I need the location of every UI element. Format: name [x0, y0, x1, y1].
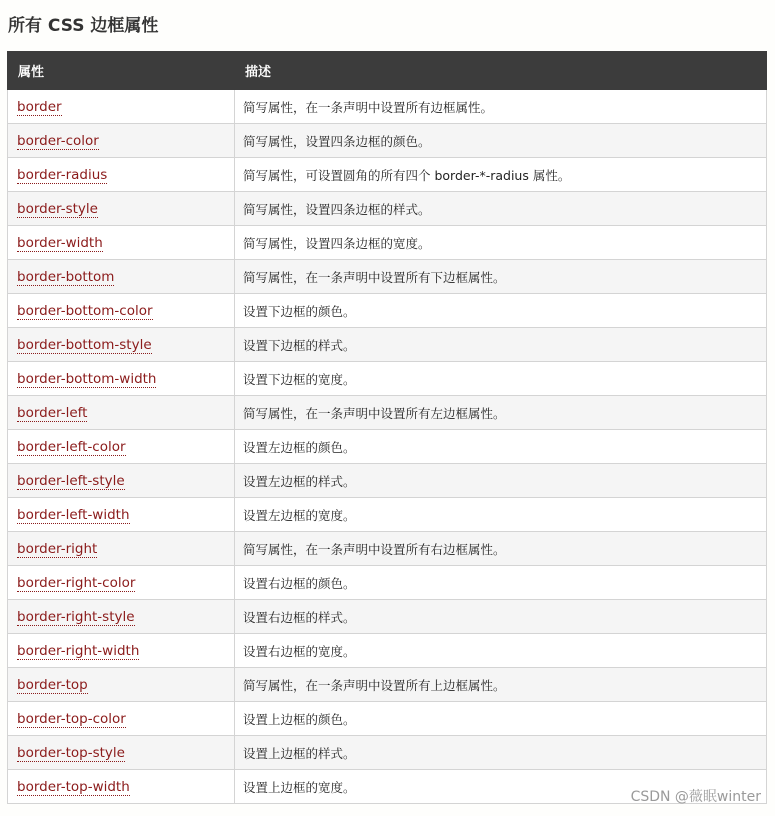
table-row — [8, 362, 767, 396]
property-link[interactable]: border-left-color — [17, 438, 126, 455]
table-row — [8, 124, 767, 158]
property-cell — [8, 600, 235, 634]
property-link[interactable]: border-top — [17, 676, 88, 693]
property-link[interactable]: border-right-style — [17, 608, 135, 625]
property-cell — [8, 192, 235, 226]
table-row — [8, 158, 767, 192]
property-link[interactable]: border-top-style — [17, 744, 125, 761]
description-cell: 设置左边框的宽度。 — [235, 498, 767, 532]
property-cell — [8, 702, 235, 736]
description-cell: 简写属性，在一条声明中设置所有边框属性。 — [235, 90, 767, 124]
property-link[interactable]: border — [17, 98, 62, 115]
table-row — [8, 260, 767, 294]
property-link[interactable]: border-bottom-color — [17, 302, 153, 319]
property-link[interactable]: border-left-width — [17, 506, 130, 523]
description-cell: 设置下边框的样式。 — [235, 328, 767, 362]
property-link[interactable]: border-bottom — [17, 268, 115, 285]
table-row — [8, 668, 767, 702]
table-row — [8, 464, 767, 498]
description-cell: 设置下边框的宽度。 — [235, 362, 767, 396]
property-cell — [8, 498, 235, 532]
description-cell: 简写属性，设置四条边框的颜色。 — [235, 124, 767, 158]
property-link[interactable]: border-radius — [17, 166, 108, 183]
property-cell — [8, 736, 235, 770]
property-link[interactable]: border-color — [17, 132, 99, 149]
description-cell: 设置上边框的样式。 — [235, 736, 767, 770]
property-cell — [8, 294, 235, 328]
page-heading: 所有 CSS 边框属性 — [8, 16, 159, 36]
property-link[interactable]: border-right-width — [17, 642, 140, 659]
property-link[interactable]: border-top-width — [17, 778, 130, 795]
table-row — [8, 702, 767, 736]
css-border-properties-table — [7, 51, 767, 804]
property-cell — [8, 226, 235, 260]
property-link[interactable]: border-width — [17, 234, 103, 251]
description-cell: 设置上边框的颜色。 — [235, 702, 767, 736]
table-row — [8, 396, 767, 430]
table-row — [8, 532, 767, 566]
property-cell — [8, 566, 235, 600]
description-cell: 简写属性，设置四条边框的样式。 — [235, 192, 767, 226]
property-cell — [8, 770, 235, 804]
property-link[interactable]: border-style — [17, 200, 98, 217]
description-cell: 简写属性，在一条声明中设置所有下边框属性。 — [235, 260, 767, 294]
property-cell — [8, 668, 235, 702]
property-cell — [8, 362, 235, 396]
description-cell: 设置左边框的颜色。 — [235, 430, 767, 464]
property-cell — [8, 464, 235, 498]
description-cell: 设置右边框的样式。 — [235, 600, 767, 634]
table-row — [8, 566, 767, 600]
table-row — [8, 736, 767, 770]
description-cell: 简写属性，在一条声明中设置所有左边框属性。 — [235, 396, 767, 430]
table-row — [8, 600, 767, 634]
description-cell: 简写属性，可设置圆角的所有四个 border-*-radius 属性。 — [235, 158, 767, 192]
property-cell — [8, 328, 235, 362]
table-row — [8, 226, 767, 260]
property-cell — [8, 396, 235, 430]
description-cell: 简写属性，在一条声明中设置所有右边框属性。 — [235, 532, 767, 566]
table-row — [8, 634, 767, 668]
table-row — [8, 430, 767, 464]
table-row — [8, 294, 767, 328]
property-cell — [8, 90, 235, 124]
table-header-row — [8, 52, 767, 90]
watermark: CSDN @薇眠winter — [630, 789, 761, 805]
column-header-property: 属性 — [8, 52, 235, 90]
description-cell: 设置左边框的样式。 — [235, 464, 767, 498]
property-cell — [8, 124, 235, 158]
description-cell: 设置上边框的宽度。 — [235, 770, 767, 804]
property-link[interactable]: border-left-style — [17, 472, 125, 489]
property-cell — [8, 158, 235, 192]
property-link[interactable]: border-right — [17, 540, 98, 557]
table-row — [8, 328, 767, 362]
table-body — [8, 90, 767, 804]
property-cell — [8, 532, 235, 566]
property-cell — [8, 634, 235, 668]
description-cell: 设置右边框的颜色。 — [235, 566, 767, 600]
property-link[interactable]: border-bottom-style — [17, 336, 152, 353]
property-cell — [8, 260, 235, 294]
description-cell: 简写属性，在一条声明中设置所有上边框属性。 — [235, 668, 767, 702]
property-link[interactable]: border-right-color — [17, 574, 136, 591]
table-row — [8, 498, 767, 532]
table-row — [8, 192, 767, 226]
description-cell: 设置右边框的宽度。 — [235, 634, 767, 668]
property-link[interactable]: border-top-color — [17, 710, 126, 727]
property-link[interactable]: border-left — [17, 404, 88, 421]
description-cell: 设置下边框的颜色。 — [235, 294, 767, 328]
description-cell: 简写属性，设置四条边框的宽度。 — [235, 226, 767, 260]
property-cell — [8, 430, 235, 464]
column-header-description: 描述 — [235, 52, 767, 90]
table-row — [8, 90, 767, 124]
property-link[interactable]: border-bottom-width — [17, 370, 157, 387]
